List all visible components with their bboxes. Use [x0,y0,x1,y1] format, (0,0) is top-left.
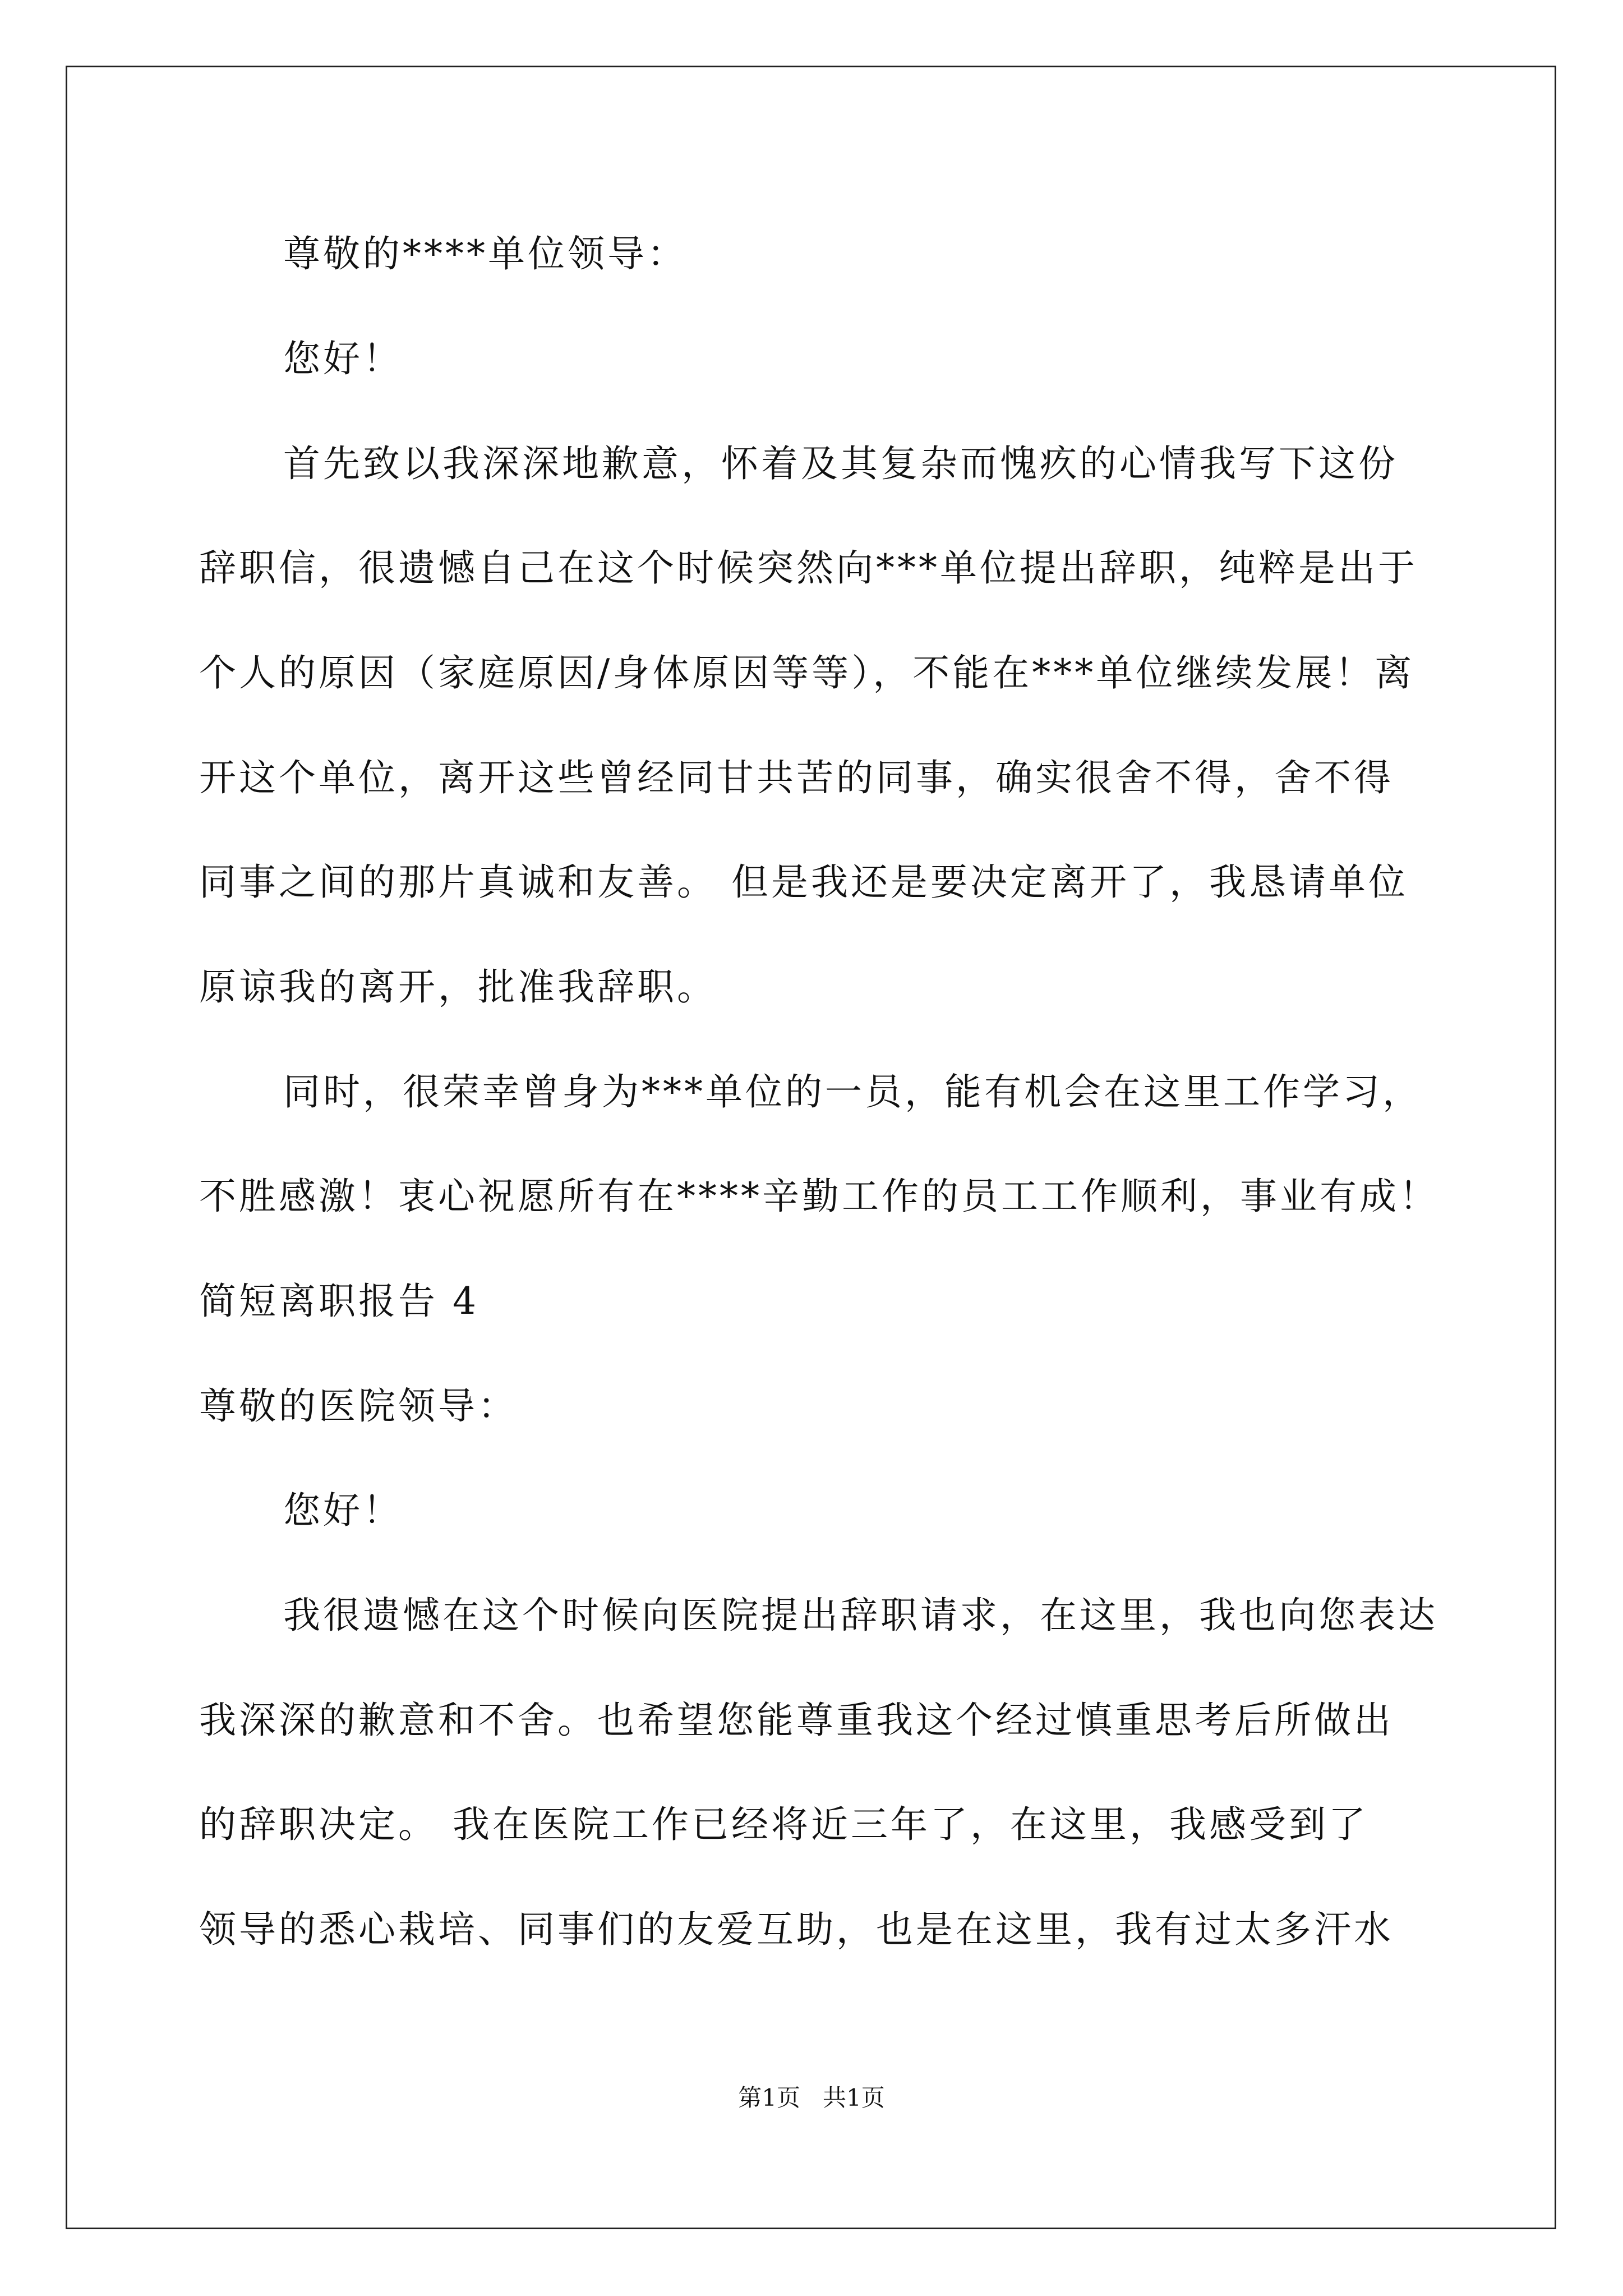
greeting-line: 您好！ [283,1489,403,1532]
page-footer: 第1页 共1页 [738,2084,885,2111]
page-border [66,66,1556,2229]
greeting-line: 您好！ [283,337,403,380]
body-text-line: 我深深的歉意和不舍。也希望您能尊重我这个经过慎重思考后所做出 [199,1699,1394,1742]
body-text-line: 首先致以我深深地歉意，怀着及其复杂而愧疚的心情我写下这份 [283,442,1398,485]
body-text-line: 原谅我的离开，批准我辞职。 [199,965,717,1009]
body-text-line: 不胜感激！衷心祝愿所有在****辛勤工作的员工工作顺利，事业有成！ [199,1175,1439,1218]
body-text-line: 领导的悉心栽培、同事们的友爱互助，也是在这里，我有过太多汗水 [199,1908,1394,1951]
body-text-line: 开这个单位，离开这些曾经同甘共苦的同事，确实很舍不得，舍不得 [199,756,1394,799]
body-text-line: 我很遗憾在这个时候向医院提出辞职请求，在这里，我也向您表达 [283,1594,1438,1637]
body-text-line: 同事之间的那片真诚和友善。 但是我还是要决定离开了，我恳请单位 [199,861,1408,904]
body-text-line: 的辞职决定。 我在医院工作已经将近三年了，在这里，我感受到了 [199,1803,1368,1846]
body-text-line: 辞职信，很遗憾自己在这个时候突然向***单位提出辞职，纯粹是出于 [199,546,1418,590]
salutation-line: 尊敬的****单位领导： [283,232,687,275]
section-title: 简短离职报告 4 [199,1280,479,1323]
body-text-line: 同时，很荣幸曾身为***单位的一员，能有机会在这里工作学习， [283,1070,1422,1114]
body-text-line: 个人的原因（家庭原因/身体原因等等），不能在***单位继续发展！离 [199,651,1415,694]
salutation-line: 尊敬的医院领导： [199,1384,518,1428]
